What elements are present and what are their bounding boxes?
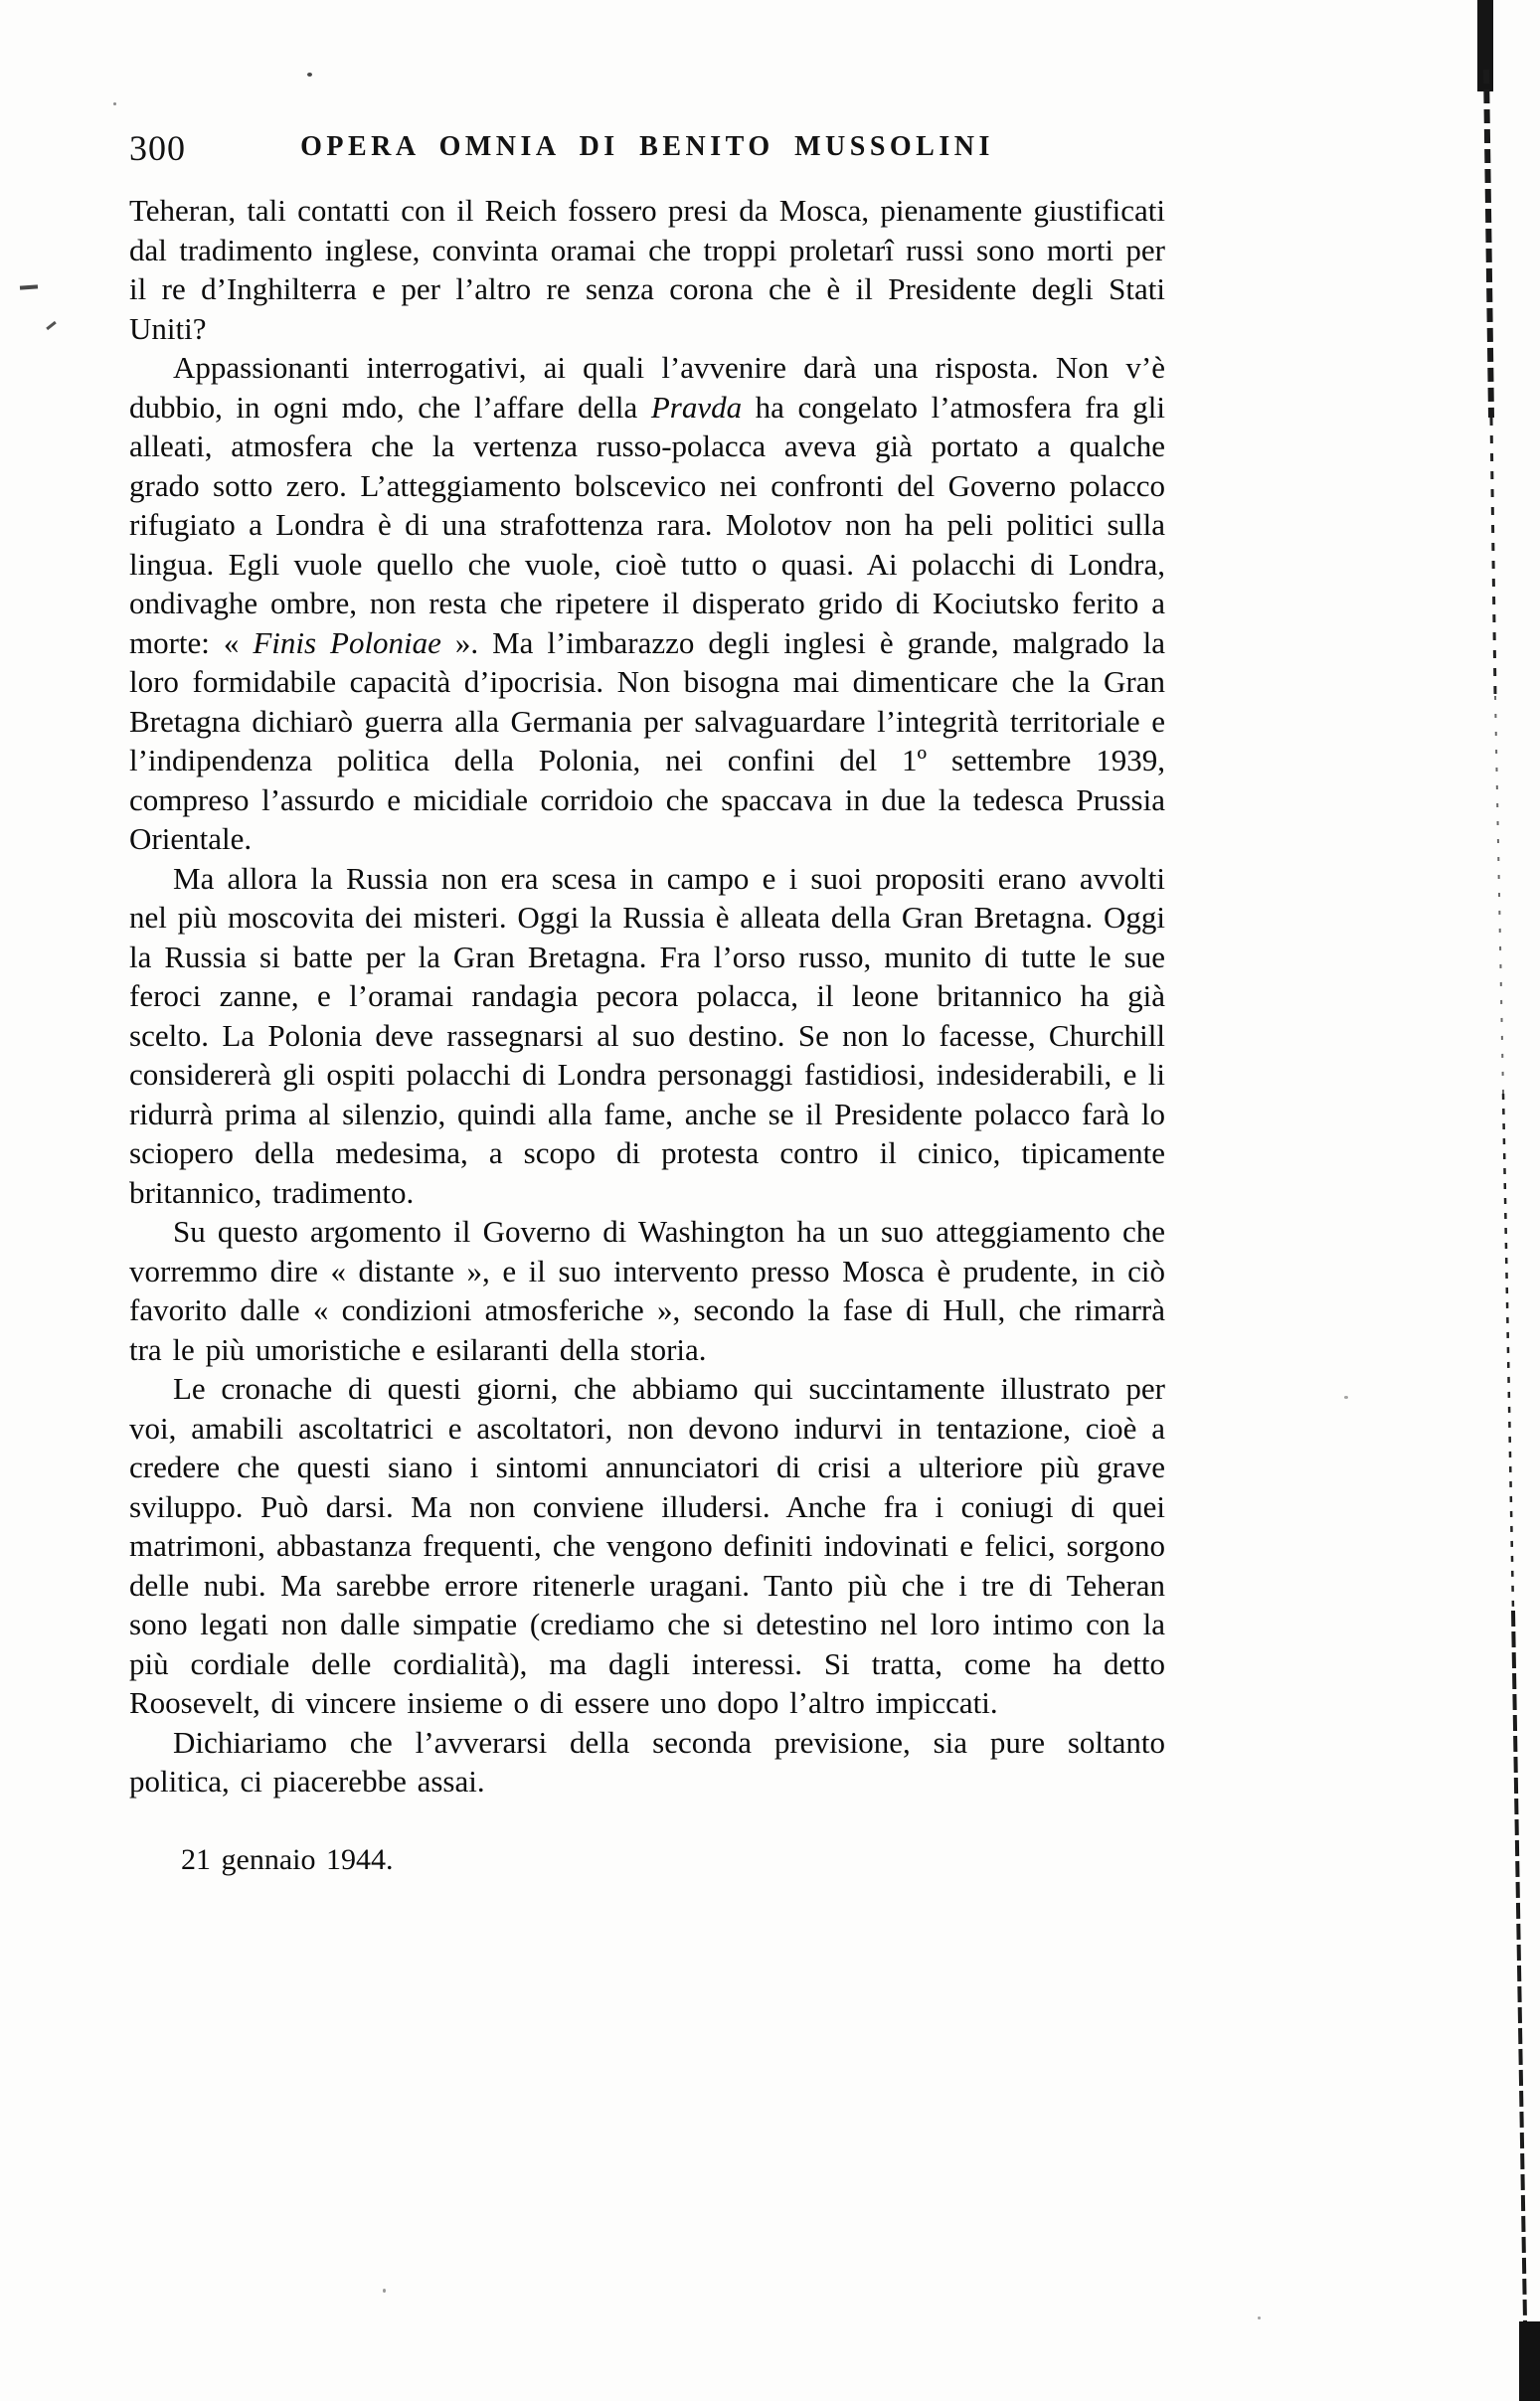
paragraph: Teheran, tali contatti con il Reich fossero presi da Mosca, pienamente giustificati dal tradimento inglese, convinta oramai che troppi proletarî russi sono morti per il re d’Inghilterra e per l’altro re senza corona che è il Presidente degli Stati Uniti? [129, 193, 1165, 346]
scan-speck [307, 73, 312, 77]
date-line: 21 gennaio 1944. [181, 1842, 394, 1876]
scan-speck [1258, 2316, 1261, 2319]
paragraph: Appassionanti interrogativi, ai quali l’avvenire darà una risposta. Non v’è dubbio, in ogni mdo, che l’affare della Pravda ha congelato l’atmosfera fra gli alleati, atmosfera che la vertenza russo-polacca aveva già portato a qualche grado sotto zero. L’atteggiamento bolscevico nei confronti del Governo polacco rifugiato a Londra è di una strafottenza rara. Molotov non ha peli politici sulla lingua. Egli vuole quello che vuole, cioè tutto o quasi. Ai polacchi di Londra, ondivaghe ombre, non resta che ripetere il disperato grido di Kociutsko ferito a morte: « Finis Poloniae ». Ma l’imbarazzo degli inglesi è grande, malgrado la loro formidabile capacità d’ipocrisia. Non bisogna mai dimenticare che la Gran Bretagna dichiarò guerra alla Germania per salvaguardare l’integrità territoriale e l’indipendenza politica della Polonia, nei confini del 1º settembre 1939, compreso l’assurdo e micidiale corridoio che spaccava in due la tedesca Prussia Orientale. [129, 350, 1166, 856]
running-title: OPERA OMNIA DI BENITO MUSSOLINI [300, 131, 994, 162]
scan-speck [1344, 1396, 1348, 1399]
paragraphs-container [129, 191, 1165, 1801]
scan-speck [46, 321, 57, 330]
paragraph: Dichiariamo che l’avverarsi della seconda previsione, sia pure soltanto politica, ci piacerebbe assai. [129, 1724, 1165, 1799]
page-number: 300 [129, 128, 186, 168]
paragraph: Le cronache di questi giorni, che abbiamo qui succintamente illustrato per voi, amabili ascoltatrici e ascoltatori, non devono indurvi in tentazione, cioè a credere che questi siano i sintomi annunciatori di crisi a ulteriore più grave sviluppo. Può darsi. Ma non conviene illudersi. Anche fra i coniugi di quei matrimoni, abbastanza frequenti, che vengono definiti indovinati e felici, sorgono delle nubi. Ma sarebbe errore ritenerle uragani. Tanto più che i tre di Teheran sono legati non dalle simpatie (crediamo che si detestino nel loro intimo con la più cordiale delle cordialità), ma dagli interessi. Si tratta, come ha detto Roosevelt, di vincere insieme o di essere uno dopo l’altro impiccati. [129, 1371, 1165, 1720]
paragraph: Ma allora la Russia non era scesa in campo e i suoi propositi erano avvolti nel più moscovita dei misteri. Oggi la Russia è alleata della Gran Bretagna. Oggi la Russia si batte per la Gran Bretagna. Fra l’orso russo, munito di tutte le sue feroci zanne, e l’oramai randagia pecora polacca, il leone britannico ha già scelto. La Polonia deve rassegnarsi al suo destino. Se non lo facesse, Churchill considererà gli ospiti polacchi di Londra personaggi fastidiosi, indesiderabili, e li ridurrà prima al silenzio, quindi alla fame, anche se il Presidente polacco farà lo sciopero della medesima, a scopo di protesta contro il cinico, tipicamente britannico, tradimento. [129, 860, 1165, 1210]
scan-speck [113, 102, 116, 105]
paragraph: Su questo argomento il Governo di Washington ha un suo atteggiamento che vorremmo dire « distante », e il suo intervento presso Mosca è prudente, in ciò favorito dalle « condizioni atmosferiche », secondo la fase di Hull, che rimarrà tra le più umoristiche e esilaranti della storia. [129, 1214, 1165, 1367]
page-header [129, 127, 1165, 171]
text-block [129, 191, 1165, 1879]
scan-speck [383, 2289, 386, 2293]
scan-speck [20, 284, 38, 289]
